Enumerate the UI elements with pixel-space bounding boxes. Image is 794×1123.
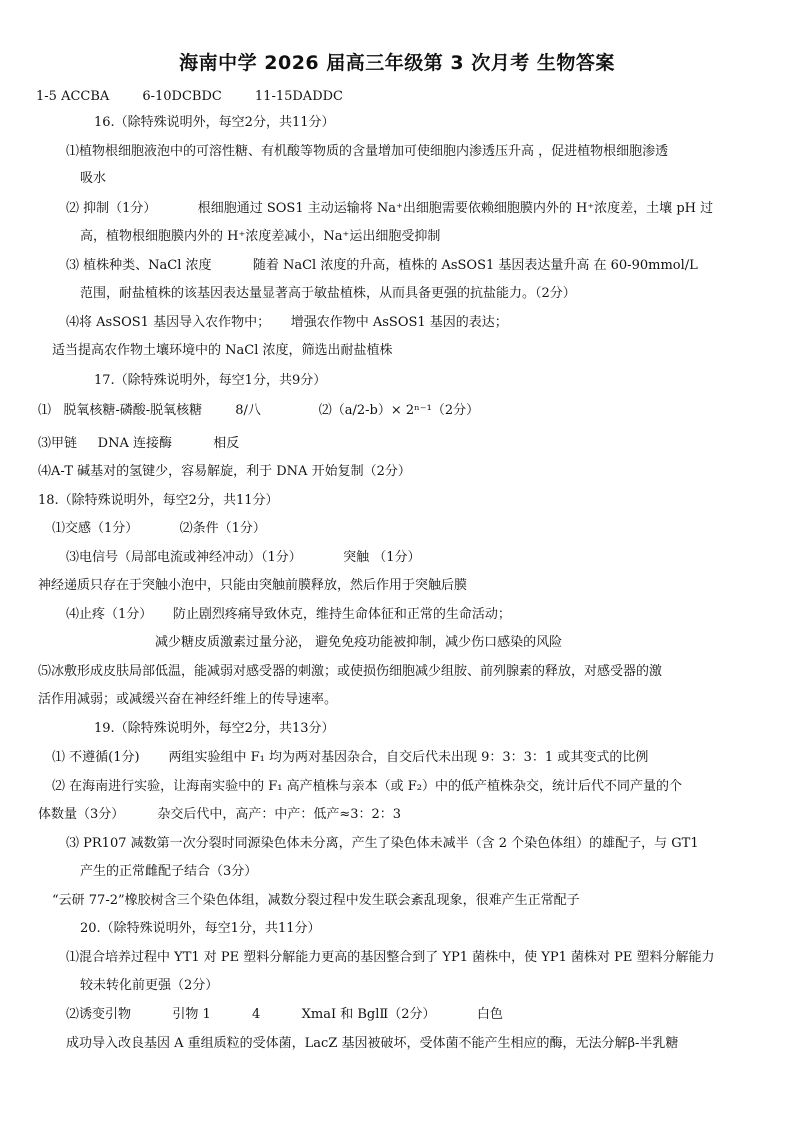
- q18-4-line1: ⑷止疼（1分） 防止剧烈疼痛导致休克，维持生命体征和正常的生命活动；: [66, 607, 511, 622]
- q19-2-line2: 体数量（3分） 杂交后代中，高产：中产：低产≈3：2：3: [38, 807, 402, 822]
- q16-1-line2: 吸水: [80, 171, 107, 186]
- q20-2-line1: ⑵诱变引物 引物 1 4 XmaI 和 BglⅡ（2分） 白色: [66, 1007, 503, 1022]
- q20-1-line1: ⑴混合培养过程中 YT1 对 PE 塑料分解能力更高的基因整合到了 YP1 菌株中，使 YP1 菌株对 PE 塑料分解能力: [66, 950, 715, 965]
- q19-1-line: ⑴ 不遵循(1分) 两组实验组中 F₁ 均为两对基因杂合，自交后代未出现 9：3：3：1 或其变式的比例: [52, 750, 649, 765]
- q17-header: 17.（除特殊说明外，每空1分，共9分）: [94, 373, 327, 388]
- q19-header: 19.（除特殊说明外，每空2分，共13分）: [94, 721, 335, 736]
- q16-1-line1: ⑴植物根细胞液泡中的可溶性糖、有机酸等物质的含量增加可使细胞内渗透压升高 ，促进植物根细胞渗透: [66, 144, 669, 159]
- q20-header: 20.（除特殊说明外，每空1分，共11分）: [80, 921, 321, 936]
- q19-3-line2: 产生的正常雌配子结合（3分）: [80, 864, 258, 879]
- q18-4-line2: 减少糖皮质激素过量分泌， 避免免疫功能被抑制，减少伤口感染的风险: [155, 635, 563, 650]
- q16-4-line2: 适当提高农作物土壤环境中的 NaCl 浓度，筛选出耐盐植株: [52, 343, 393, 358]
- q17-3-line: ⑶甲链 DNA 连接酶 相反: [38, 436, 240, 451]
- q18-3-line1: ⑶电信号（局部电流或神经冲动）（1分） 突触 （1分）: [66, 550, 421, 565]
- page-title: 海南中学 2026 届高三年级第 3 次月考 生物答案: [179, 52, 615, 74]
- q19-2-line1: ⑵ 在海南进行实验，让海南实验中的 F₁ 高产植株与亲本（或 F₂）中的低产植株杂交，统计后代不同产量的个: [52, 779, 682, 794]
- answer-mc-line: 1-5 ACCBA 6-10DCBDC 11-15DADDC: [36, 89, 343, 104]
- q18-5-line1: ⑸冰敷形成皮肤局部低温，能减弱对感受器的刺激；或使损伤细胞减少组胺、前列腺素的释放，对感受器的激: [38, 664, 663, 679]
- q19-3-line3: “云研 77-2”橡胶树含三个染色体组，减数分裂过程中发生联会紊乱现象，很难产生正常配子: [52, 893, 580, 908]
- q16-2-line1: ⑵ 抑制（1分） 根细胞通过 SOS1 主动运输将 Na⁺出细胞需要依赖细胞膜内外的 H⁺浓度差，土壤 pH 过: [66, 201, 714, 216]
- q17-1-2-line: ⑴ 脱氧核糖-磷酸-脱氧核糖 8/八 ⑵（a/2-b）× 2ⁿ⁻¹（2分）: [38, 403, 480, 418]
- q19-3-line1: ⑶ PR107 减数第一次分裂时同源染色体未分离，产生了染色体未减半（含 2 个染色体组）的雄配子，与 GT1: [66, 836, 699, 851]
- q18-5-line2: 活作用减弱；或减缓兴奋在神经纤维上的传导速率。: [38, 692, 338, 707]
- q18-3-line2: 神经递质只存在于突触小泡中，只能由突触前膜释放，然后作用于突触后膜: [38, 578, 468, 593]
- q18-1-2-line: ⑴交感（1分） ⑵条件（1分）: [52, 521, 266, 536]
- q16-4-line1: ⑷将 AsSOS1 基因导入农作物中； 增强农作物中 AsSOS1 基因的表达；: [66, 315, 508, 330]
- q16-header: 16.（除特殊说明外，每空2分，共11分）: [94, 115, 335, 130]
- q16-3-line1: ⑶ 植株种类、NaCl 浓度 随着 NaCl 浓度的升高，植株的 AsSOS1 基因表达量升高 在 60-90mmol/L: [66, 258, 698, 273]
- q16-3-line2: 范围，耐盐植株的该基因表达量显著高于敏盐植株，从而具备更强的抗盐能力。（2分）: [80, 286, 576, 301]
- q20-1-line2: 较未转化前更强（2分）: [80, 978, 219, 993]
- q16-2-line2: 高，植物根细胞膜内外的 H⁺浓度差减小，Na⁺运出细胞受抑制: [80, 229, 441, 244]
- q17-4-line: ⑷A-T 碱基对的氢键少，容易解旋，利于 DNA 开始复制（2分）: [38, 464, 411, 479]
- q20-2-line2: 成功导入改良基因 A 重组质粒的受体菌，LacZ 基因被破坏，受体菌不能产生相应的酶，无法分解β-半乳糖: [66, 1036, 679, 1051]
- q18-header: 18.（除特殊说明外，每空2分，共11分）: [38, 493, 279, 508]
